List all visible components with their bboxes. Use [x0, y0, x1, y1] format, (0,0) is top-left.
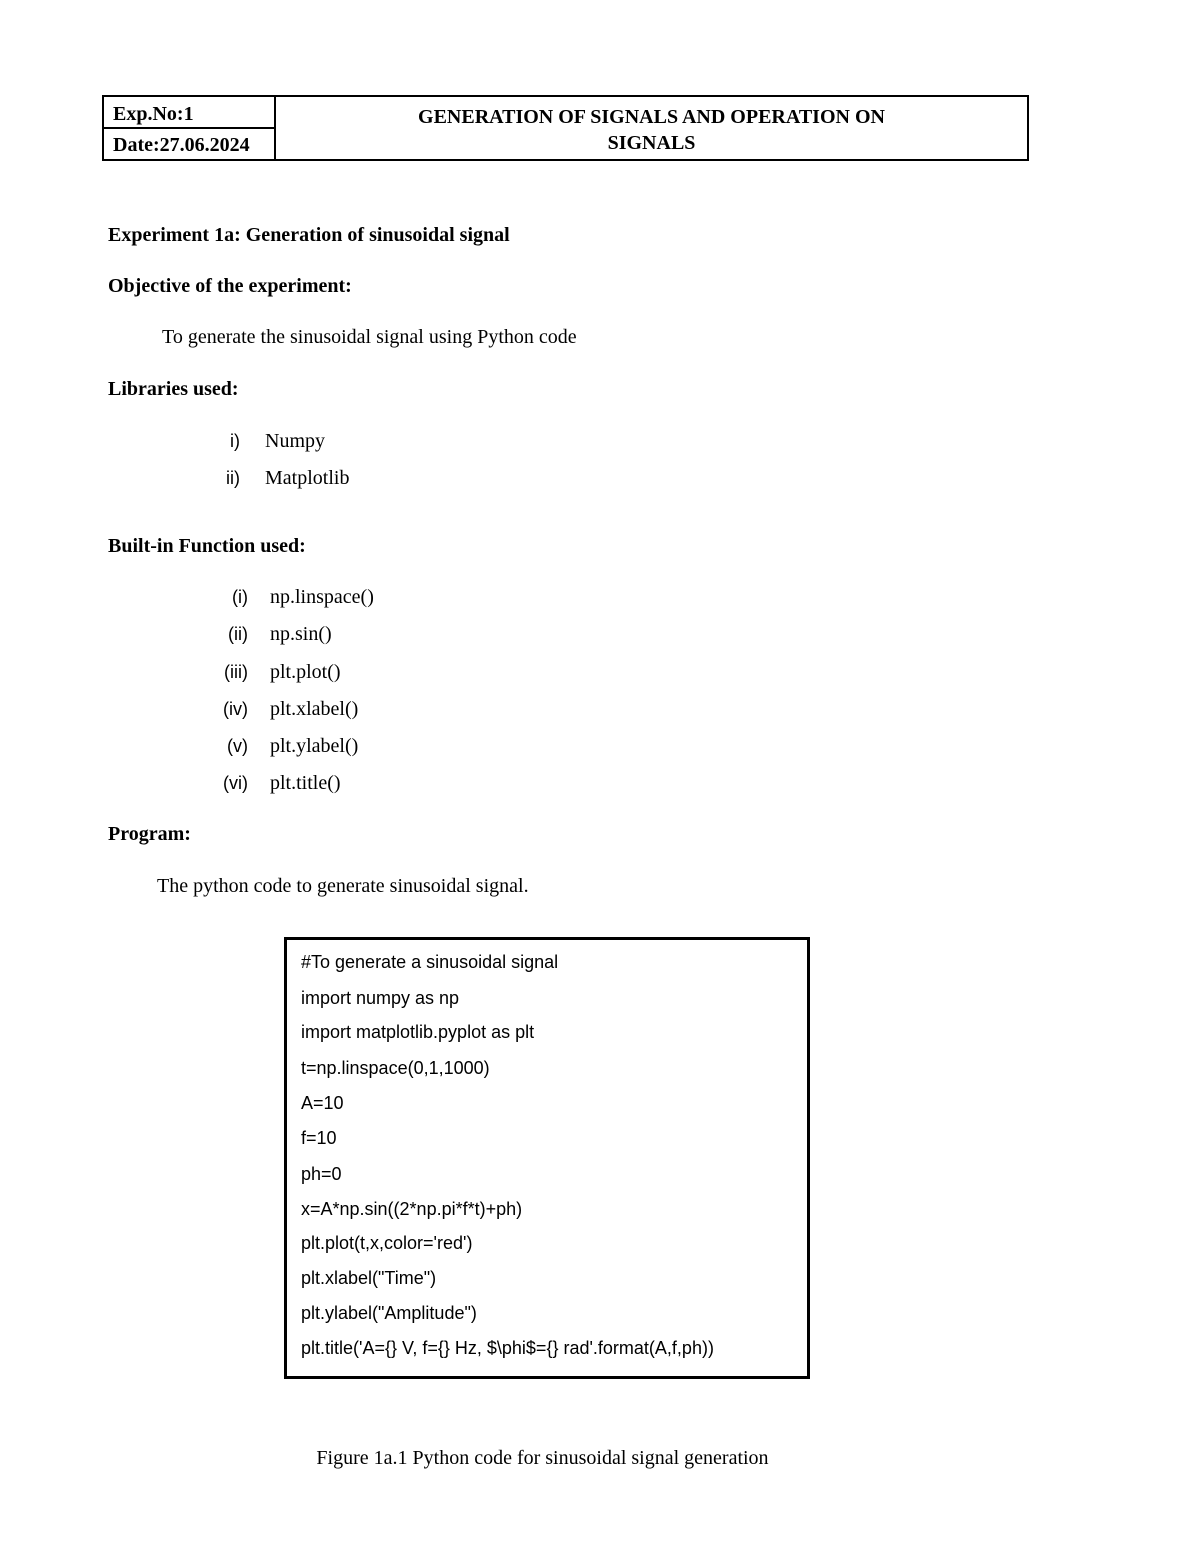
header-table	[102, 95, 1029, 161]
code-line: t=np.linspace(0,1,1000)	[301, 1058, 490, 1078]
document-title-line-1: GENERATION OF SIGNALS AND OPERATION ON	[418, 106, 885, 128]
code-line: import numpy as np	[301, 988, 460, 1008]
code-line: A=10	[301, 1093, 344, 1113]
code-line: plt.plot(t,x,color='red')	[301, 1233, 473, 1253]
function-item-number: (iv)	[223, 699, 248, 719]
experiment-date: Date:27.06.2024	[113, 134, 250, 156]
function-item: np.linspace()	[270, 586, 374, 608]
function-item-number: (iii)	[224, 662, 248, 682]
experiment-heading: Experiment 1a: Generation of sinusoidal signal	[108, 224, 510, 246]
function-item: plt.ylabel()	[270, 735, 359, 757]
function-item: plt.xlabel()	[270, 698, 359, 720]
program-text: The python code to generate sinusoidal signal.	[157, 875, 529, 897]
experiment-number: Exp.No:1	[104, 99, 274, 129]
function-item: plt.title()	[270, 772, 341, 794]
header-meta-column	[104, 97, 276, 159]
code-listing	[284, 937, 810, 1379]
code-line: #To generate a sinusoidal signal	[301, 952, 559, 972]
document-title	[276, 104, 1027, 156]
code-line: ph=0	[301, 1164, 342, 1184]
function-item: np.sin()	[270, 623, 332, 645]
code-line: import matplotlib.pyplot as plt	[301, 1022, 535, 1042]
function-item-number: (ii)	[228, 624, 248, 644]
functions-heading: Built-in Function used:	[108, 535, 306, 557]
library-item-number: ii)	[226, 468, 240, 488]
library-item-number: i)	[230, 431, 240, 451]
code-line: f=10	[301, 1128, 337, 1148]
code-line: plt.title('A={} V, f={} Hz, $\phi$={} rad'.format(A,f,ph))	[301, 1338, 714, 1358]
library-item-numpy: Numpy	[265, 430, 325, 452]
code-line: plt.xlabel("Time")	[301, 1268, 437, 1288]
function-item-number: (vi)	[223, 773, 248, 793]
function-item: plt.plot()	[270, 661, 341, 683]
library-item-matplotlib: Matplotlib	[265, 467, 350, 489]
code-line: x=A*np.sin((2*np.pi*f*t)+ph)	[301, 1199, 523, 1219]
function-item-number: (i)	[232, 587, 248, 607]
program-heading: Program:	[108, 823, 191, 845]
figure-caption: Figure 1a.1 Python code for sinusoidal signal generation	[316, 1447, 769, 1469]
function-item-number: (v)	[227, 736, 248, 756]
document-title-line-2: SIGNALS	[607, 132, 696, 154]
objective-text: To generate the sinusoidal signal using Python code	[162, 326, 577, 348]
objective-heading: Objective of the experiment:	[108, 275, 352, 297]
libraries-heading: Libraries used:	[108, 378, 239, 400]
code-line: plt.ylabel("Amplitude")	[301, 1303, 477, 1323]
